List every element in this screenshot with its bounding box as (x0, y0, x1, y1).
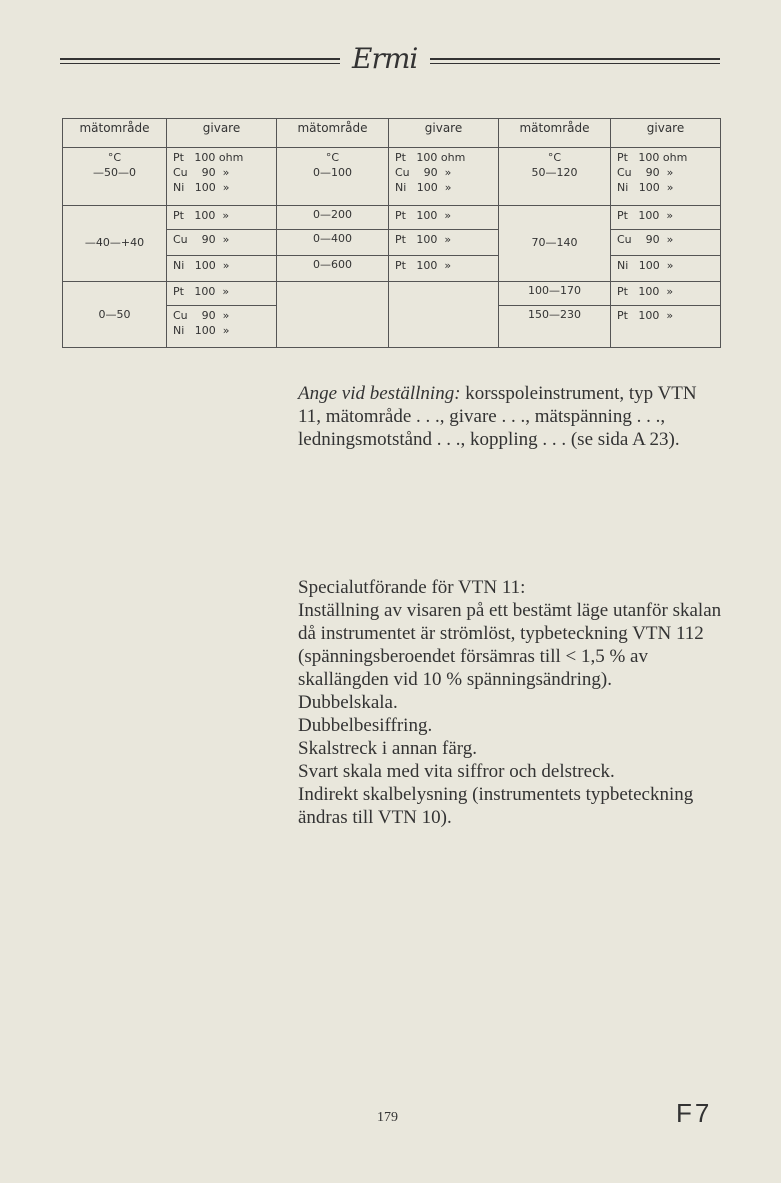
ermi-logo: Ermi (352, 42, 418, 75)
table-cell: Pt 100 » (611, 306, 721, 348)
special-item: Svart skala med vita siffror och delstreck. (298, 761, 615, 782)
table-cell: Pt 100 » (611, 206, 721, 230)
special-item: Dubbelskala. (298, 692, 398, 713)
header-givare-2: givare (389, 119, 499, 148)
table-cell: 100—170 (499, 282, 611, 306)
section-label: F7 (676, 1098, 713, 1128)
table-cell: 0—200 (277, 206, 389, 230)
order-paragraph (298, 382, 724, 451)
table-cell (389, 282, 499, 306)
table-cell: Pt 100 ohm Cu 90 » Ni 100 » (611, 148, 721, 206)
header-rule-left (60, 58, 340, 60)
table-cell: °C —50—0 (63, 148, 167, 206)
table-cell: Pt 100 » (611, 282, 721, 306)
special-item: Inställning av visaren på ett bestämt läge utanför skalan då instrumentet är strömlöst, typbeteckning VTN 112 (spänningsberoendet försämras till < 1,5 % av skallängden vid 10 % spänningsändring). (298, 600, 722, 690)
page-number: 179 (377, 1110, 398, 1125)
table-cell: Pt 100 » (167, 282, 277, 306)
header-givare-3: givare (611, 119, 721, 148)
special-item: Skalstreck i annan färg. (298, 738, 478, 759)
special-item: Dubbelbesiffring. (298, 715, 433, 736)
table-cell (499, 206, 611, 230)
range-sensor-table (62, 118, 721, 348)
table-row (63, 148, 721, 206)
table-cell: —40—+40 (63, 230, 167, 256)
table-cell: Pt 100 ohm Cu 90 » Ni 100 » (167, 148, 277, 206)
table-cell: Pt 100 » (389, 206, 499, 230)
table-cell (277, 306, 389, 348)
table-cell (63, 282, 167, 306)
table-cell: 150—230 (499, 306, 611, 348)
header-givare-1: givare (167, 119, 277, 148)
header-matomrade-2: mätområde (277, 119, 389, 148)
table-row (63, 306, 721, 348)
table-cell (389, 306, 499, 348)
table-cell: Pt 100 » (167, 206, 277, 230)
table-cell: Cu 90 » (611, 230, 721, 256)
table-cell: 70—140 (499, 230, 611, 256)
table-cell (63, 206, 167, 230)
special-section (298, 576, 724, 829)
table-cell: 0—400 (277, 230, 389, 256)
table-cell: °C 0—100 (277, 148, 389, 206)
table-row (63, 256, 721, 282)
special-title: Specialutförande för VTN 11: (298, 577, 526, 598)
header-rule-left-thin (60, 63, 340, 64)
table-cell: 0—50 (63, 306, 167, 348)
table-cell: 0—600 (277, 256, 389, 282)
table-cell (63, 256, 167, 282)
table-cell: Pt 100 ohm Cu 90 » Ni 100 » (389, 148, 499, 206)
table-cell: °C 50—120 (499, 148, 611, 206)
table-cell (277, 282, 389, 306)
table-cell: Cu 90 » Ni 100 » (167, 306, 277, 348)
table-row (63, 230, 721, 256)
table-row (63, 282, 721, 306)
table-cell (499, 256, 611, 282)
table-cell: Pt 100 » (389, 230, 499, 256)
order-lead: Ange vid beställning: (298, 383, 461, 404)
table-cell: Ni 100 » (167, 256, 277, 282)
order-text: korsspoleinstrument, typ VTN 11, mätområde . . ., givare . . ., mätspänning . . ., ledningsmotstånd . . ., koppling . . . (se sida A 23). (298, 383, 697, 450)
header-rule-right (430, 58, 720, 60)
table-cell: Cu 90 » (167, 230, 277, 256)
table-cell: Ni 100 » (611, 256, 721, 282)
header-matomrade-3: mätområde (499, 119, 611, 148)
table-row (63, 206, 721, 230)
table-cell: Pt 100 » (389, 256, 499, 282)
special-item: Indirekt skalbelysning (instrumentets typbeteckning ändras till VTN 10). (298, 784, 694, 828)
table-header-row (63, 119, 721, 148)
header-matomrade-1: mätområde (63, 119, 167, 148)
header-rule-right-thin (430, 63, 720, 64)
